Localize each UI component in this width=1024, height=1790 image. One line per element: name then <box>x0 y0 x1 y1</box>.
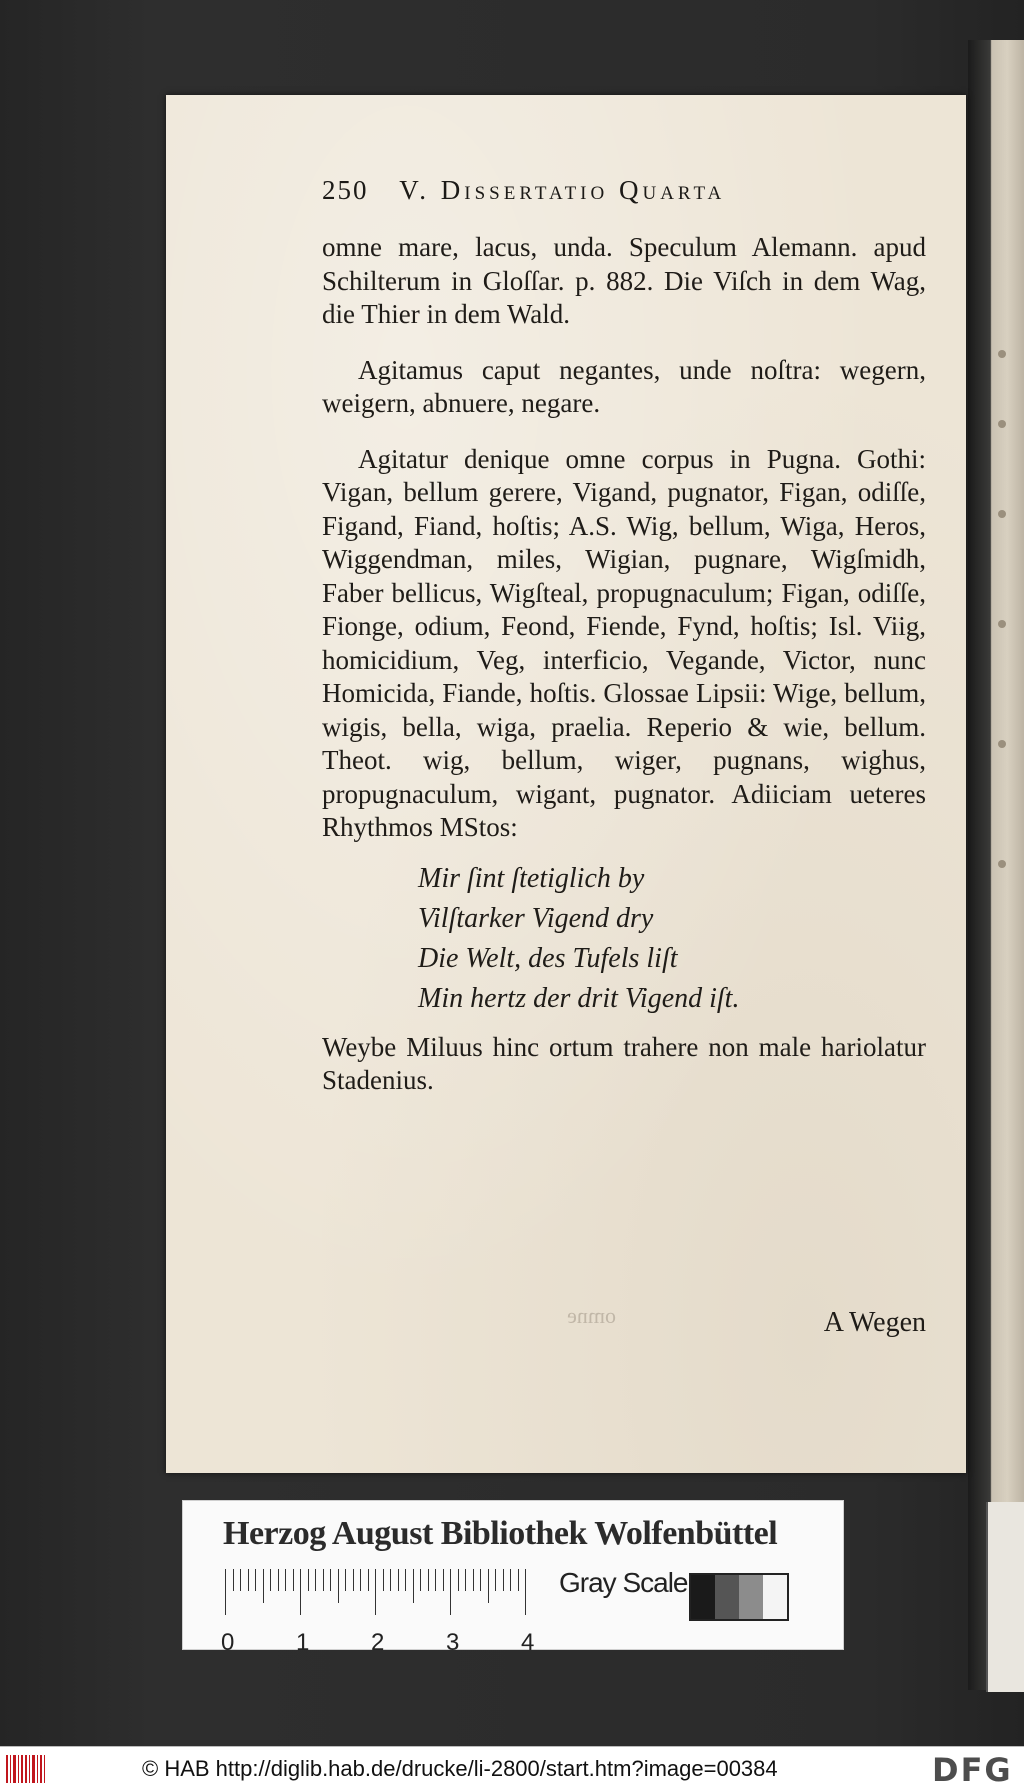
running-title: V. Dissertatio Quarta <box>399 175 726 205</box>
ruler-tick <box>368 1569 369 1591</box>
ruler-tick <box>360 1569 361 1591</box>
ruler-number: 1 <box>296 1629 310 1656</box>
ruler-tick <box>488 1569 489 1603</box>
adjacent-page-edge <box>968 40 1024 1690</box>
ruler-tick <box>473 1569 474 1591</box>
barcode-stripe <box>29 1755 30 1783</box>
barcode-stripe <box>40 1755 42 1783</box>
edge-mark <box>998 350 1006 358</box>
ruler-tick <box>398 1569 399 1591</box>
ruler-number: 0 <box>221 1629 235 1656</box>
gray-patch <box>763 1575 787 1619</box>
bleed-through-text: omne <box>567 1303 616 1328</box>
paragraph: omne mare, lacus, unda. Speculum Alemann. apud Schilterum in Gloſſar. p. 882. Die Viſch in dem Wag, die Thier in dem Wald. <box>322 232 926 329</box>
page-body <box>322 231 926 1098</box>
ruler-tick <box>225 1569 226 1615</box>
ruler-tick <box>428 1569 429 1591</box>
catchword: A Wegen <box>823 1307 926 1338</box>
ruler-tick <box>270 1569 271 1591</box>
ruler-tick <box>278 1569 279 1591</box>
ruler-tick <box>495 1569 496 1591</box>
ruler-tick <box>285 1569 286 1591</box>
ruler-tick <box>240 1569 241 1591</box>
ruler-number: 3 <box>446 1629 460 1656</box>
ruler-tick <box>503 1569 504 1591</box>
edge-mark <box>998 860 1006 868</box>
dfg-logo: DFG <box>932 1751 1013 1789</box>
ruler-tick <box>300 1569 301 1615</box>
scale-ruler <box>225 1569 545 1615</box>
closing-paragraph: Weybe Miluus hinc ortum trahere non male hariolatur Stadenius. <box>322 1031 926 1095</box>
adjacent-page-label <box>986 1502 1024 1692</box>
ruler-tick <box>518 1569 519 1591</box>
edge-mark <box>998 420 1006 428</box>
color-calibration-card <box>182 1500 844 1656</box>
verse-line: Vilſtarker Vigend dry <box>418 902 654 934</box>
ruler-tick <box>375 1569 376 1615</box>
ruler-tick <box>450 1569 451 1615</box>
ruler-tick <box>420 1569 421 1591</box>
ruler-tick <box>293 1569 294 1591</box>
library-name: Herzog August Bibliothek Wolfenbüttel <box>223 1515 778 1552</box>
gray-scale-label: Gray Scale <box>559 1567 688 1598</box>
ruler-tick <box>458 1569 459 1591</box>
ruler-tick <box>413 1569 414 1603</box>
ruler-tick <box>330 1569 331 1591</box>
page-number: 250 <box>322 175 369 205</box>
copyright-link[interactable]: © HAB http://diglib.hab.de/drucke/li-2800/start.htm?image=00384 <box>142 1756 778 1781</box>
ruler-tick <box>345 1569 346 1591</box>
barcode-stripe <box>32 1755 35 1783</box>
footer-bar <box>0 1746 1024 1790</box>
barcode-stripe <box>37 1755 38 1783</box>
verse-line: Mir ſint ſtetiglich by <box>418 862 645 894</box>
ruler-tick <box>510 1569 511 1591</box>
edge-mark <box>998 620 1006 628</box>
edge-mark <box>998 510 1006 518</box>
barcode-stripe <box>18 1755 19 1783</box>
ruler-tick <box>465 1569 466 1591</box>
gray-patch <box>691 1575 715 1619</box>
hab-barcode-logo <box>6 1755 46 1783</box>
ruler-number: 4 <box>521 1629 535 1656</box>
ruler-tick <box>263 1569 264 1603</box>
barcode-stripe <box>10 1755 11 1783</box>
verse-block <box>418 859 926 1019</box>
ruler-tick <box>248 1569 249 1591</box>
ruler-tick <box>525 1569 526 1615</box>
ruler-number: 2 <box>371 1629 385 1656</box>
ruler-tick <box>338 1569 339 1603</box>
paragraph: Agitatur denique omne corpus in Pugna. Gothi: Vigan, bellum gerere, Vigand, pugnator, Figan, odiſſe, Figand, Fiand, hoſtis; A.S. Wig, bellum, Wiga, Heros, Wiggendman, miles, Wigian, pugnare, Wigſmidh, Faber bellicus, Wigſteal, propugnaculum; Figan, odiſſe, Fionge, odium, Feond, Fiende, Fynd, hoſtis; Isl. Viig, homicidium, Veg, interficio, Vegande, Victor, nunc Homicida, Fiande, hoſtis. Glossae Lipsii: Wige, bellum, wigis, bella, wiga, praelia. Reperio & wie, bellum. Theot. wig, bellum, wiger, pugnans, wighus, propugnaculum, wigant, pugnator. Adiiciam ueteres Rhythmos MStos: <box>322 443 926 842</box>
ruler-tick <box>390 1569 391 1591</box>
barcode-stripe <box>44 1755 45 1783</box>
ruler-tick <box>383 1569 384 1591</box>
ruler-tick <box>255 1569 256 1591</box>
book-page <box>166 95 966 1473</box>
verse-line: Die Welt, des Tufels liſt <box>418 942 678 974</box>
gray-scale-bar <box>689 1573 789 1621</box>
ruler-tick <box>435 1569 436 1591</box>
barcode-stripe <box>13 1755 16 1783</box>
barcode-stripe <box>21 1755 23 1783</box>
ruler-tick <box>405 1569 406 1591</box>
ruler-tick <box>443 1569 444 1591</box>
edge-mark <box>998 740 1006 748</box>
ruler-tick <box>233 1569 234 1591</box>
ruler-tick <box>323 1569 324 1591</box>
ruler-tick <box>353 1569 354 1591</box>
ruler-tick <box>308 1569 309 1591</box>
paragraph: Agitamus caput negantes, unde noſtra: wegern, weigern, abnuere, negare. <box>322 354 926 418</box>
ruler-tick <box>480 1569 481 1591</box>
running-head <box>322 175 842 209</box>
barcode-stripe <box>6 1755 8 1783</box>
gray-patch <box>739 1575 763 1619</box>
gray-patch <box>715 1575 739 1619</box>
ruler-tick <box>315 1569 316 1591</box>
verse-line: Min hertz der drit Vigend iſt. <box>418 982 740 1014</box>
barcode-stripe <box>25 1755 27 1783</box>
